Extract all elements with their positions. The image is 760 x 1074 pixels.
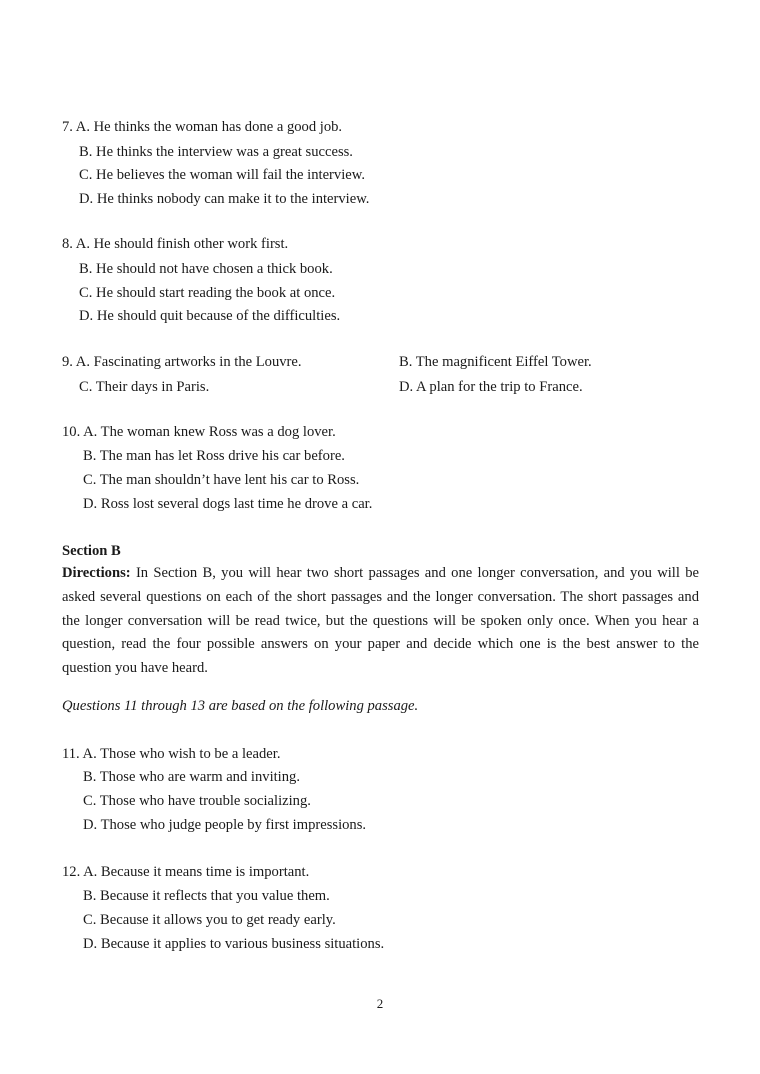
page-number: 2 bbox=[376, 996, 384, 1011]
q9-option-c: C. Their days in Paris. bbox=[79, 379, 210, 395]
q8-option-c: C. He should start reading the book at once. bbox=[79, 285, 336, 301]
q9-option-a: 9. A. Fascinating artworks in the Louvre. bbox=[62, 354, 302, 370]
q8-option-d: D. He should quit because of the difficulties. bbox=[79, 308, 341, 324]
directions-label: Directions: bbox=[62, 565, 131, 581]
q11-option-c: C. Those who have trouble socializing. bbox=[83, 793, 311, 809]
q7-option-b: B. He thinks the interview was a great success. bbox=[79, 144, 353, 160]
section-b-heading: Section B bbox=[62, 543, 121, 559]
q11-option-d: D. Those who judge people by first impressions. bbox=[83, 817, 367, 833]
q12-option-a: 12. A. Because it means time is important. bbox=[62, 864, 310, 880]
directions-text: In Section B, you will hear two short passages and one longer conversation, and you will be asked several questions on each of the short passages and the longer conversation. The short passages and the longer conversation will be read twice, but the questions will be spoken only once. When you hear a question, read the four possible answers on your paper and decide which one is the best answer to the question you have heard. bbox=[62, 565, 699, 677]
passage-note: Questions 11 through 13 are based on the following passage. bbox=[62, 698, 419, 714]
q8-option-a: 8. A. He should finish other work first. bbox=[62, 236, 289, 252]
q10-option-a: 10. A. The woman knew Ross was a dog lover. bbox=[62, 424, 336, 440]
q11-option-b: B. Those who are warm and inviting. bbox=[83, 769, 300, 785]
q10-option-b: B. The man has let Ross drive his car before. bbox=[83, 448, 345, 464]
q10-option-c: C. The man shouldn’t have lent his car to Ross. bbox=[83, 472, 360, 488]
section-b-directions bbox=[62, 562, 699, 681]
q11-option-a: 11. A. Those who wish to be a leader. bbox=[62, 746, 281, 762]
q9-option-d: D. A plan for the trip to France. bbox=[399, 379, 583, 395]
q7-option-d: D. He thinks nobody can make it to the interview. bbox=[79, 191, 370, 207]
q12-option-c: C. Because it allows you to get ready early. bbox=[83, 912, 336, 928]
q12-option-b: B. Because it reflects that you value them. bbox=[83, 888, 330, 904]
q7-option-c: C. He believes the woman will fail the interview. bbox=[79, 167, 365, 183]
q12-option-d: D. Because it applies to various business situations. bbox=[83, 936, 385, 952]
q8-option-b: B. He should not have chosen a thick book. bbox=[79, 261, 333, 277]
q7-option-a: 7. A. He thinks the woman has done a good job. bbox=[62, 119, 343, 135]
q9-option-b: B. The magnificent Eiffel Tower. bbox=[399, 354, 592, 370]
q10-option-d: D. Ross lost several dogs last time he drove a car. bbox=[83, 496, 373, 512]
